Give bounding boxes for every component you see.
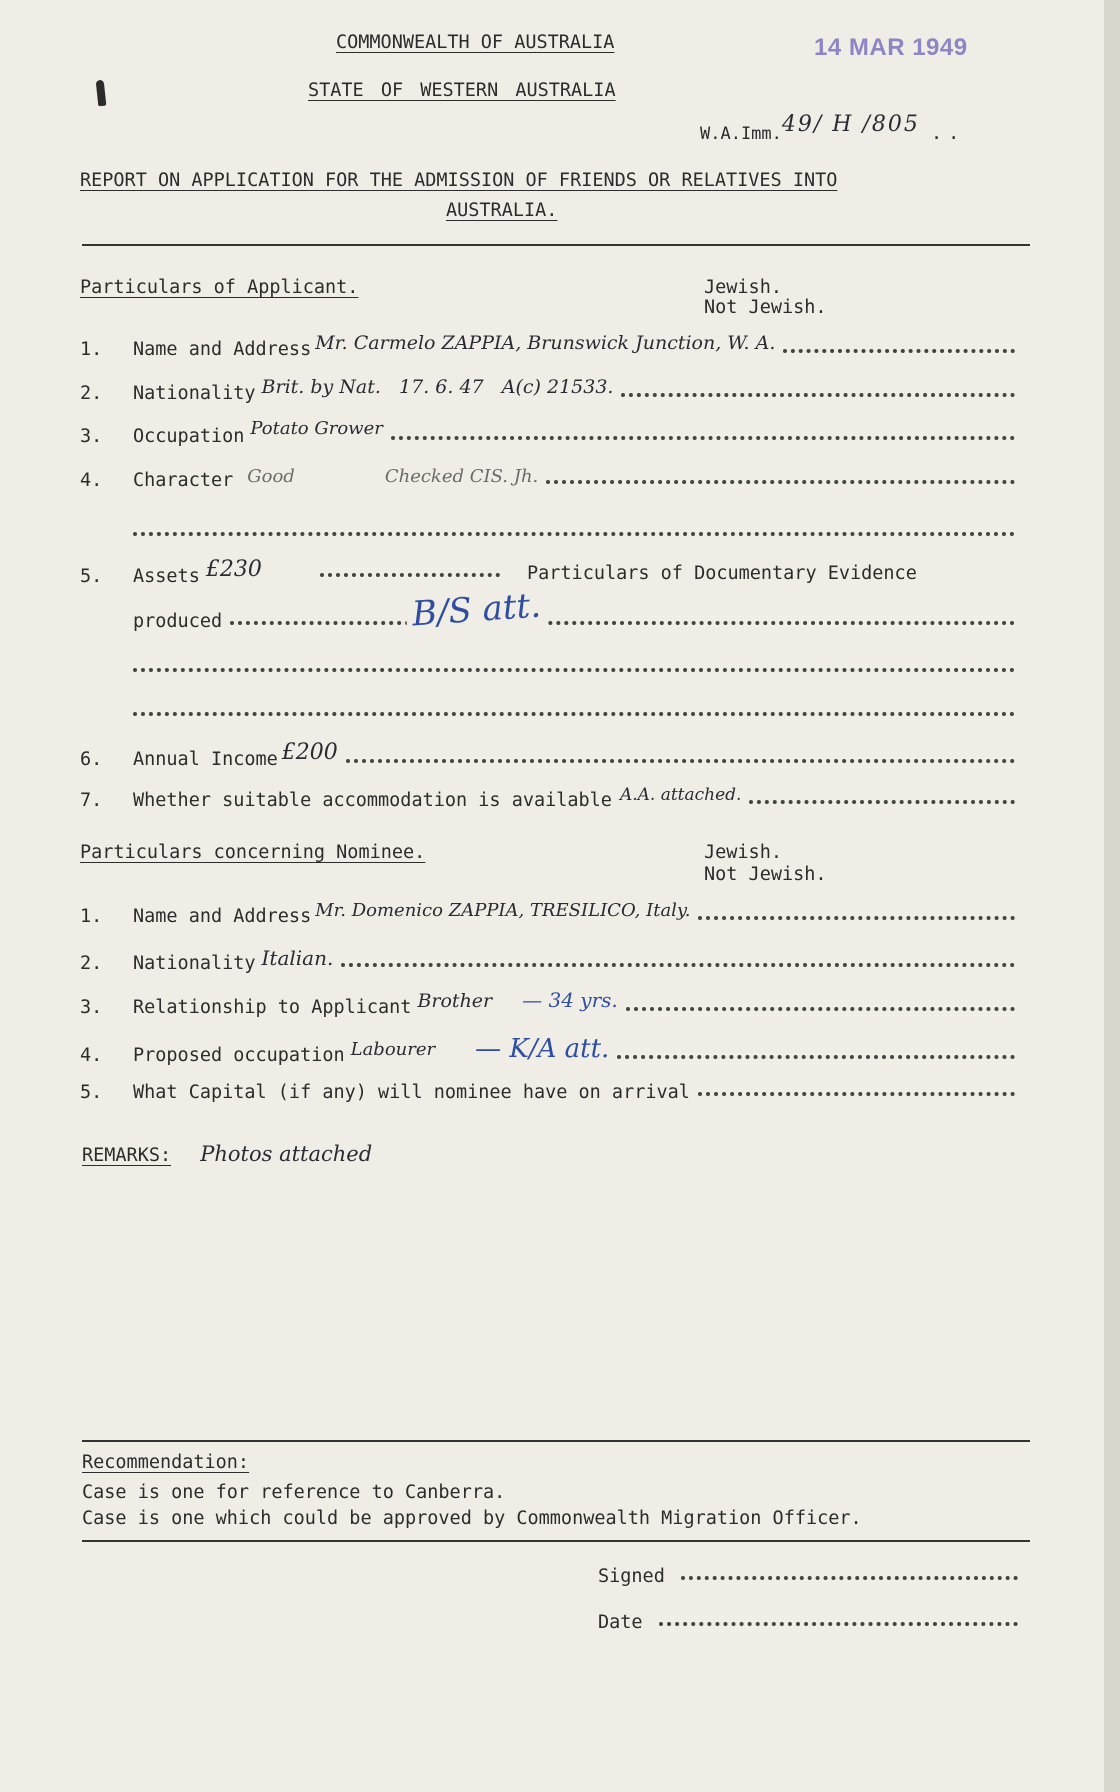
remarks-value: Photos attached (200, 1142, 373, 1166)
nominee-heading: Particulars concerning Nominee. (80, 842, 426, 863)
header-commonwealth: COMMONWEALTH OF AUSTRALIA (336, 32, 615, 53)
nominee-age-note: — 34 yrs. (522, 988, 618, 1012)
signed-label: Signed (598, 1566, 665, 1587)
date-row (598, 1612, 1018, 1633)
applicant-assets-row (80, 557, 1015, 588)
field-label: Occupation (133, 426, 245, 447)
date-label: Date (598, 1612, 643, 1633)
applicant-character-row (80, 466, 1015, 491)
field-label: What Capital (if any) will nominee have on arrival (133, 1082, 690, 1103)
item-number: 1. (80, 339, 103, 360)
item-number: 5. (80, 566, 103, 587)
applicant-character-value: Good (247, 466, 295, 487)
applicant-accommodation-value: A.A. attached. (619, 785, 742, 805)
field-label: Nationality (133, 383, 256, 404)
nominee-capital-row (80, 1082, 1015, 1103)
recommendation-option-canberra: Case is one for reference to Canberra. (82, 1482, 506, 1503)
nominee-occupation-value: Labourer (350, 1039, 436, 1060)
header-state: STATE OF WESTERN AUSTRALIA (308, 80, 616, 101)
applicant-occupation-row (80, 418, 1015, 447)
item-number: 6. (80, 749, 103, 770)
nominee-occupation-note: — K/A att. (475, 1034, 610, 1064)
applicant-assets-value: £230 (205, 557, 262, 582)
applicant-income-value: £200 (281, 740, 338, 765)
item-number: 3. (80, 997, 103, 1018)
applicant-occupation-value: Potato Grower (250, 418, 383, 439)
item-number: 2. (80, 383, 103, 404)
nominee-religion-not-jewish: Not Jewish. (704, 864, 827, 885)
applicant-religion-jewish: Jewish. (704, 277, 782, 298)
nominee-relationship-value: Brother (417, 990, 493, 1012)
field-label: Whether suitable accommodation is available (133, 790, 612, 811)
nominee-nationality-row (80, 946, 1015, 974)
item-number: 5. (80, 1082, 103, 1103)
signed-row (598, 1566, 1018, 1587)
field-label: Name and Address (133, 339, 312, 360)
remarks (82, 1142, 372, 1166)
remarks-label: REMARKS: (82, 1145, 172, 1166)
recommendation-option-cmo: Case is one which could be approved by Commonwealth Migration Officer. (82, 1508, 862, 1529)
divider-top (82, 244, 1030, 246)
field-label: produced (133, 611, 223, 632)
documentary-evidence-value: B/S att. (405, 585, 548, 635)
report-title-line2: AUSTRALIA. (446, 200, 558, 221)
dotted-line (133, 712, 1015, 716)
documentary-evidence-label: Particulars of Documentary Evidence (527, 563, 917, 584)
field-label: Relationship to Applicant (133, 997, 412, 1018)
date-stamp: 14 MAR 1949 (814, 34, 968, 61)
dotted-line (133, 668, 1015, 672)
item-number: 2. (80, 953, 103, 974)
divider-recommendation (82, 1440, 1030, 1442)
character-check-note: Checked CIS. Jh. (384, 466, 539, 487)
applicant-accommodation-row (80, 785, 1015, 811)
applicant-income-row (80, 740, 1015, 771)
recommendation-heading: Recommendation: (82, 1452, 250, 1473)
nominee-occupation-row (80, 1034, 1015, 1068)
field-label: Proposed occupation (133, 1045, 345, 1066)
file-reference: W.A.Imm.49/ H /805 .. (700, 112, 966, 144)
field-label: Character (133, 470, 234, 491)
applicant-heading: Particulars of Applicant. (80, 277, 359, 298)
report-title-line1: REPORT ON APPLICATION FOR THE ADMISSION OF FRIENDS OR RELATIVES INTO (80, 170, 838, 191)
item-number: 1. (80, 906, 103, 927)
applicant-religion-not-jewish: Not Jewish. (704, 297, 827, 318)
nominee-name-value: Mr. Domenico ZAPPIA, TRESILICO, Italy. (315, 900, 691, 921)
applicant-name-value: Mr. Carmelo ZAPPIA, Brunswick Junction, W. A. (315, 332, 776, 354)
file-ref-number: 49/ H /805 (781, 112, 920, 137)
applicant-name-row (80, 332, 1015, 360)
field-label: Annual Income (133, 749, 278, 770)
nominee-religion-jewish: Jewish. (704, 842, 782, 863)
divider-bottom (82, 1540, 1030, 1542)
file-ref-prefix: W.A.Imm. (700, 124, 782, 144)
field-label: Assets (133, 566, 200, 587)
nominee-nationality-value: Italian. (261, 946, 334, 970)
field-label: Nationality (133, 953, 256, 974)
item-number: 3. (80, 426, 103, 447)
assets-dots (320, 573, 500, 577)
nominee-name-row (80, 900, 1015, 927)
applicant-nationality-value: Brit. by Nat. 17. 6. 47 A(c) 21533. (261, 376, 614, 398)
item-number: 4. (80, 470, 103, 491)
dotted-line (133, 532, 1015, 536)
nominee-relationship-row (80, 988, 1015, 1018)
applicant-nationality-row (80, 376, 1015, 404)
field-label: Name and Address (133, 906, 312, 927)
item-number: 4. (80, 1045, 103, 1066)
margin-mark (96, 80, 107, 107)
item-number: 7. (80, 790, 103, 811)
